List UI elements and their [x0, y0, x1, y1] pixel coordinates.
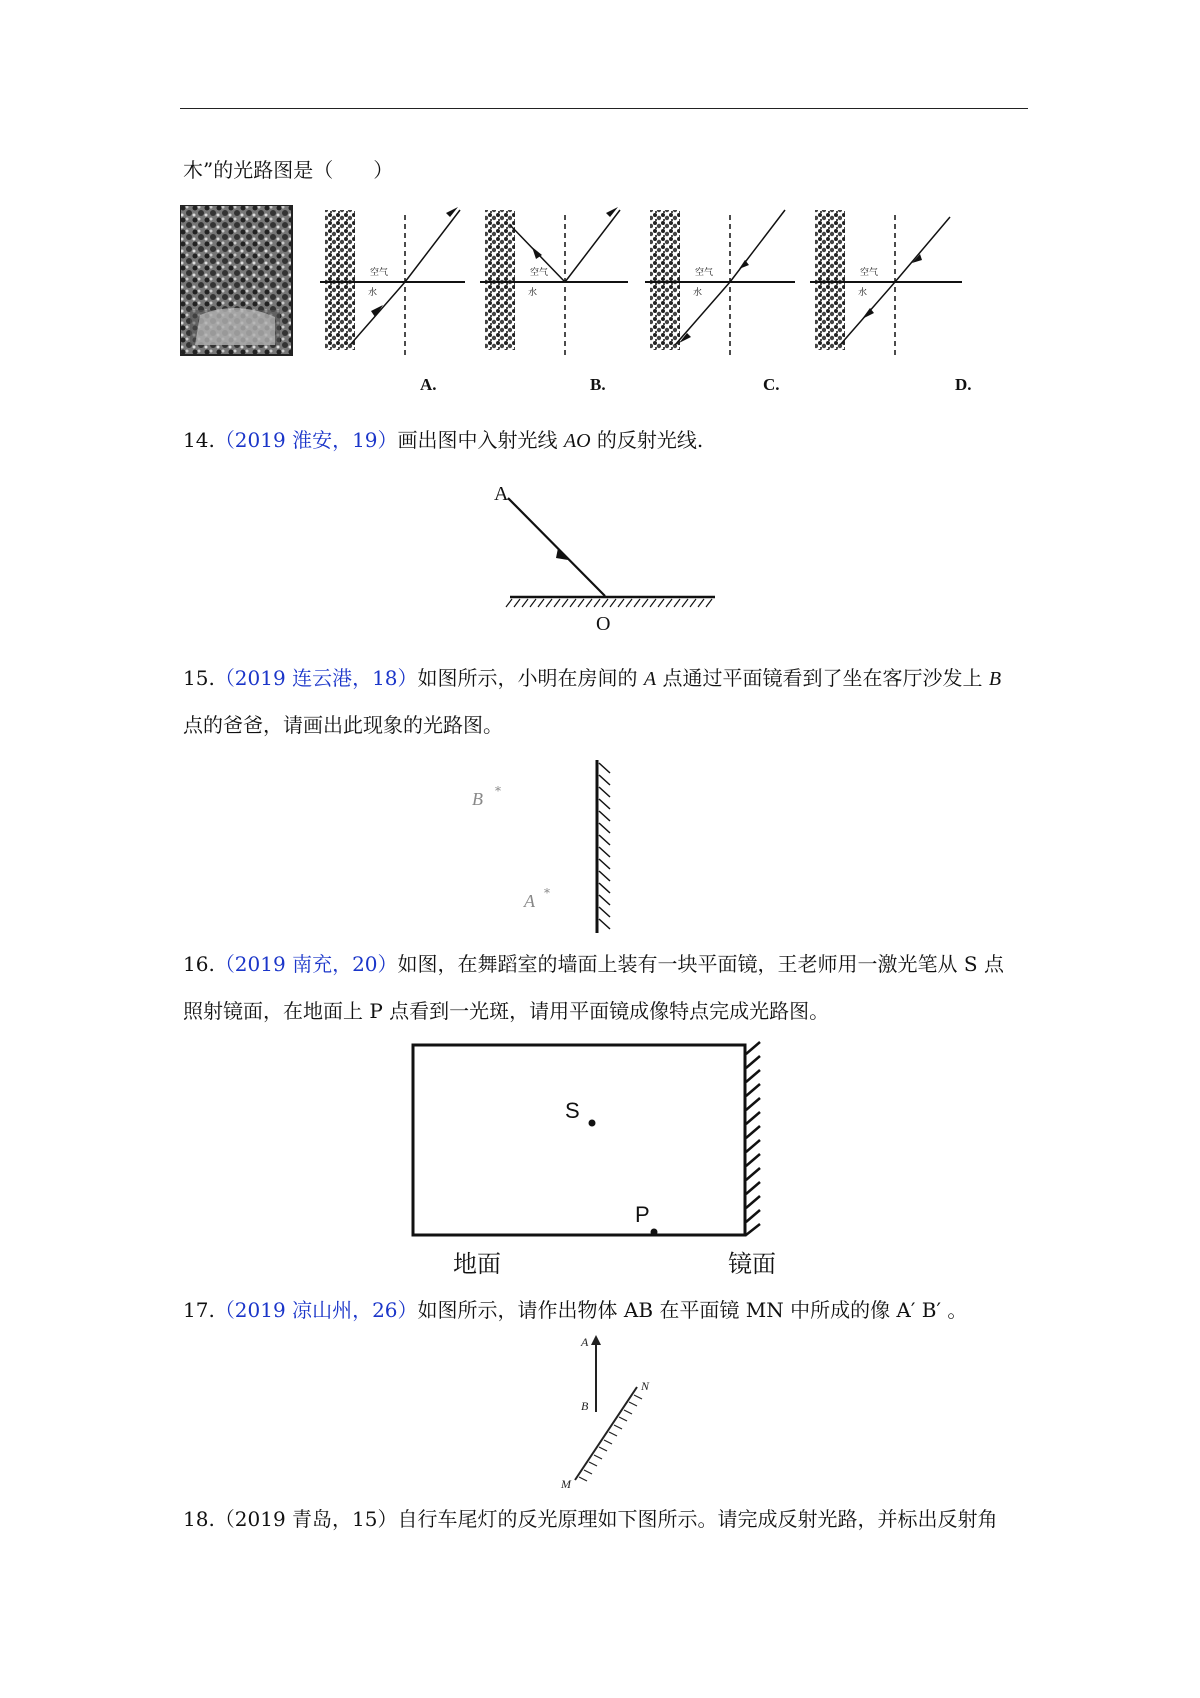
svg-text:空气: 空气	[695, 268, 714, 278]
q17-label-n: N	[641, 1379, 650, 1393]
q16-line1: 16.（2019 南充，20）如图，在舞蹈室的墙面上装有一块平面镜，王老师用一激光笔从 S 点	[183, 952, 1004, 976]
svg-text:水: 水	[368, 288, 378, 298]
q17-label-m: M	[561, 1477, 571, 1491]
q18-text: 18.（2019 青岛，15）自行车尾灯的反光原理如下图所示。请完成反射光路，并标出反射角	[183, 1507, 998, 1531]
q13-option-b-label: B.	[590, 375, 606, 394]
q15-figure	[460, 755, 640, 940]
q13-figure	[180, 205, 1060, 395]
q15-source: （2019 连云港，18）	[214, 666, 418, 690]
q16-label-s: S	[565, 1098, 580, 1123]
q14-label-o: O	[596, 613, 611, 635]
svg-text:*: *	[495, 784, 501, 798]
q16-label-mirror: 镜面	[728, 1250, 776, 1278]
svg-text:空气: 空气	[860, 268, 879, 278]
q15-label-a: A	[524, 891, 535, 911]
q14-text: 14.（2019 淮安，19）画出图中入射光线 AO 的反射光线.	[183, 428, 704, 452]
q17-figure	[545, 1332, 665, 1492]
q13-option-a-diagram	[320, 207, 465, 355]
q13-text: 木”的光路图是（ ）	[183, 158, 394, 182]
q17-label-b: B	[581, 1399, 589, 1413]
q13-option-b-diagram	[480, 207, 628, 355]
q15-line2: 点的爸爸，请画出此现象的光路图。	[183, 713, 503, 737]
q13-option-d-label: D.	[955, 375, 972, 394]
q15-line1: 15.（2019 连云港，18）如图所示，小明在房间的 A 点通过平面镜看到了坐在客厅沙发上 B	[183, 666, 1002, 690]
q14-label-a: A	[494, 483, 509, 505]
svg-text:水: 水	[528, 288, 538, 298]
q17-label-a: A	[581, 1335, 589, 1349]
header-rule	[180, 108, 1028, 109]
q16-figure	[405, 1040, 805, 1280]
q15-label-b: B	[472, 789, 483, 809]
svg-text:水: 水	[858, 288, 868, 298]
q14-figure	[490, 478, 730, 636]
q13-option-c-diagram	[645, 210, 795, 355]
q16-source: （2019 南充，20）	[214, 952, 398, 976]
q14-source: （2019 淮安，19）	[214, 428, 398, 452]
q17-text: 17.（2019 凉山州，26）如图所示，请作出物体 AB 在平面镜 MN 中所成的像 A′ B′ 。	[183, 1298, 968, 1322]
q16-line2: 照射镜面，在地面上 P 点看到一光斑，请用平面镜成像特点完成光路图。	[183, 999, 830, 1023]
svg-text:水: 水	[693, 288, 703, 298]
svg-text:空气: 空气	[370, 268, 389, 278]
q16-label-p: P	[635, 1202, 650, 1227]
q13-continuation	[183, 156, 393, 184]
q17-source: （2019 凉山州，26）	[214, 1298, 418, 1322]
q13-option-d-diagram	[810, 210, 962, 355]
svg-text:*: *	[544, 886, 550, 900]
svg-text:空气: 空气	[530, 268, 549, 278]
q13-option-a-label: A.	[420, 375, 437, 394]
q13-option-c-label: C.	[763, 375, 780, 394]
q16-label-ground: 地面	[453, 1250, 501, 1278]
